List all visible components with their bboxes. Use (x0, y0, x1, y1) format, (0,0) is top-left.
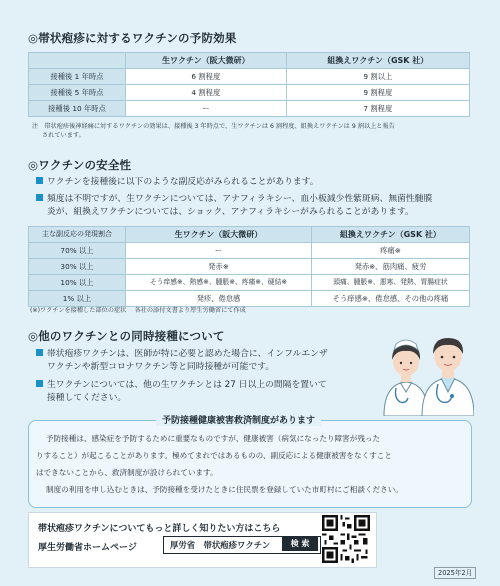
effect-row-label: 接種後 1 年時点 (29, 69, 126, 85)
side-effect-note: (※)ワクチンを接種した部位の症状 各社の添付文書より厚生労働省にて作成 (30, 307, 246, 314)
table-row (29, 101, 470, 117)
safety-bullet-1-text: ワクチンを接種後に以下のような副反応がみられることがあります。 (47, 177, 319, 187)
concurrent-bullet-2-line1: 生ワクチンについては、他の生ワクチンとは 27 日以上の間隔を置いて (47, 380, 327, 390)
safety-bullet-2 (36, 194, 432, 206)
side-effect-cell-live: 発赤※ (126, 259, 312, 275)
doctor-icon (422, 338, 474, 416)
table-row (29, 259, 470, 275)
effect-cell-live: 4 割程度 (126, 85, 287, 101)
effect-cell-live: ー (126, 101, 287, 117)
effect-header-recomb: 組換えワクチン（GSK 社） (286, 53, 469, 69)
side-effect-row-label: 30% 以上 (29, 259, 126, 275)
side-effect-header-rate: 主な副反応の発現割合 (29, 227, 126, 243)
relief-system-title: 予防接種健康被害救済制度があります (156, 413, 321, 426)
side-effect-cell-recomb: 発赤※、筋肉痛、疲労 (311, 259, 469, 275)
bullet-square-icon (36, 349, 43, 356)
side-effect-cell-recomb: 頭痛、腫脹※、悪寒、発熱、胃腸症状 (311, 275, 469, 291)
relief-text-line2: りすること）が起こることがあります。極めてまれではあるものの、副反応による健康被害をなくすこと (36, 451, 392, 460)
effect-note (32, 122, 395, 141)
effect-row-label: 接種後 10 年時点 (29, 101, 126, 117)
bullet-square-icon (36, 177, 43, 184)
qr-code-icon[interactable] (322, 515, 370, 563)
safety-bullet-2-line1: 頻度は不明ですが、生ワクチンについては、アナフィラキシー、血小板減少性紫斑病、無菌性髄膜 (47, 194, 433, 204)
concurrent-section-title: ◎他のワクチンとの同時接種について (28, 329, 225, 343)
side-effect-row-label: 70% 以上 (29, 243, 126, 259)
bullet-square-icon (36, 380, 43, 387)
doctor-nurse-illustration (378, 326, 474, 416)
table-row (29, 69, 470, 85)
side-effect-cell-live: ー (126, 243, 312, 259)
nurse-icon (384, 340, 428, 416)
relief-text-line1: 予防接種は、感染症を予防するために重要なものですが、健康被害（病気になったり障害が残った (46, 434, 381, 443)
search-button[interactable]: 検 索 (282, 537, 318, 551)
effect-cell-live: 6 割程度 (126, 69, 287, 85)
side-effect-cell-recomb: 疼痛※ (311, 243, 469, 259)
effect-cell-recomb: 9 割程度 (286, 85, 469, 101)
effect-note-line1: 注 帯状疱疹後神経痛に対するワクチンの効果は、接種後 3 年時点で、生ワクチンは 6 割程度、組換えワクチンは 9 割以上と報告 (32, 123, 395, 130)
side-effect-row-label: 1% 以上 (29, 291, 126, 307)
side-effect-header-row (29, 227, 470, 243)
safety-bullet-2-line2: 炎が、組換えワクチンについては、ショック、アナフィラキシーがみられることがあります。 (47, 207, 414, 217)
table-row (29, 275, 470, 291)
side-effect-row-label: 10% 以上 (29, 275, 126, 291)
concurrent-bullet-2-line2: 接種してください。 (47, 393, 127, 403)
concurrent-bullet-1-line1: 帯状疱疹ワクチンは、医師が特に必要と認めた場合に、インフルエンザ (47, 349, 328, 359)
effect-note-line2: されています。 (42, 132, 85, 140)
relief-text-line3: はできないことから、救済制度が設けられています。 (36, 468, 218, 477)
side-effect-cell-live: 発疹、倦怠感 (126, 291, 312, 307)
relief-text-line4: 制度の利用を申し込むときは、予防接種を受けたときに住民票を登録していた市町村にご相談ください。 (46, 485, 403, 494)
mhlw-homepage-label: 厚生労働省ホームページ (38, 543, 137, 553)
concurrent-bullet-1 (36, 349, 328, 361)
concurrent-bullet-2 (36, 380, 327, 392)
side-effect-header-recomb: 組換えワクチン（GSK 社） (311, 227, 469, 243)
effect-cell-recomb: 9 割以上 (286, 69, 469, 85)
effect-header-live: 生ワクチン（阪大微研） (126, 53, 287, 69)
search-term-text: 厚労省 帯状疱疹ワクチン (170, 540, 271, 550)
table-row (29, 291, 470, 307)
bullet-square-icon (36, 194, 43, 201)
effect-section-title: ◎帯状疱疹に対するワクチンの予防効果 (28, 31, 237, 45)
effect-row-label: 接種後 5 年時点 (29, 85, 126, 101)
safety-bullet-1 (36, 177, 319, 189)
side-effect-cell-recomb: そう痒感※、倦怠感、その他の疼痛 (311, 291, 469, 307)
safety-section-title: ◎ワクチンの安全性 (28, 158, 132, 172)
effect-table (28, 52, 470, 117)
concurrent-bullet-1-line2: ワクチンや新型コロナワクチン等と同時接種が可能です。 (47, 362, 275, 372)
effect-table-header-row (29, 53, 470, 69)
table-row (29, 243, 470, 259)
side-effect-header-live: 生ワクチン（阪大微研） (126, 227, 312, 243)
effect-header-blank (29, 53, 126, 69)
more-info-heading: 帯状疱疹ワクチンについてもっと詳しく知りたい方はこちら (38, 524, 281, 534)
issue-date: 2025年2月 (434, 567, 476, 579)
side-effect-table (28, 226, 470, 307)
table-row (29, 85, 470, 101)
effect-cell-recomb: 7 割程度 (286, 101, 469, 117)
side-effect-cell-live: そう痒感※、熱感※、腫脹※、疼痛※、硬結※ (126, 275, 312, 291)
